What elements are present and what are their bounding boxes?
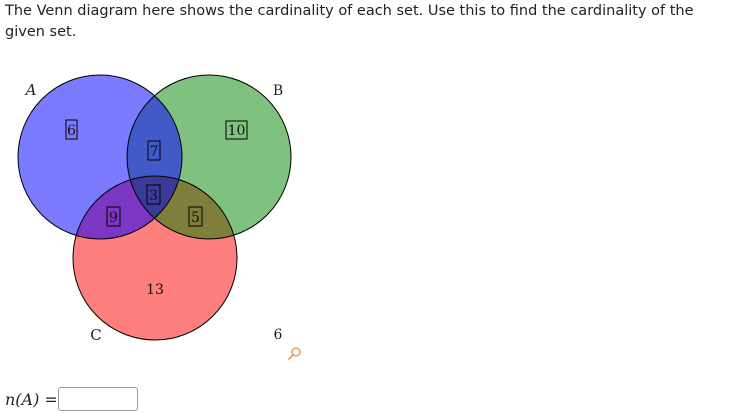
set-c-label: C — [90, 326, 102, 344]
answer-input[interactable] — [58, 387, 138, 411]
zoom-icon[interactable] — [289, 348, 300, 359]
question-label: n(A) = — [5, 389, 58, 409]
only-c-value: 13 — [146, 282, 164, 298]
only-a-value: 6 — [67, 123, 76, 139]
b-and-c-value: 5 — [191, 210, 200, 226]
universe-outside-value: 6 — [273, 327, 283, 343]
only-b-value: 10 — [227, 123, 246, 139]
a-b-c-value: 3 — [149, 188, 158, 204]
a-and-c-value: 9 — [109, 210, 118, 226]
set-b-label: B — [272, 83, 284, 99]
answer-row — [5, 384, 138, 414]
a-and-b-value: 7 — [149, 144, 159, 160]
set-a-label: A — [25, 81, 37, 99]
instructions-text: The Venn diagram here shows the cardinality of each set. Use this to find the cardinality of the given set. — [5, 3, 694, 40]
